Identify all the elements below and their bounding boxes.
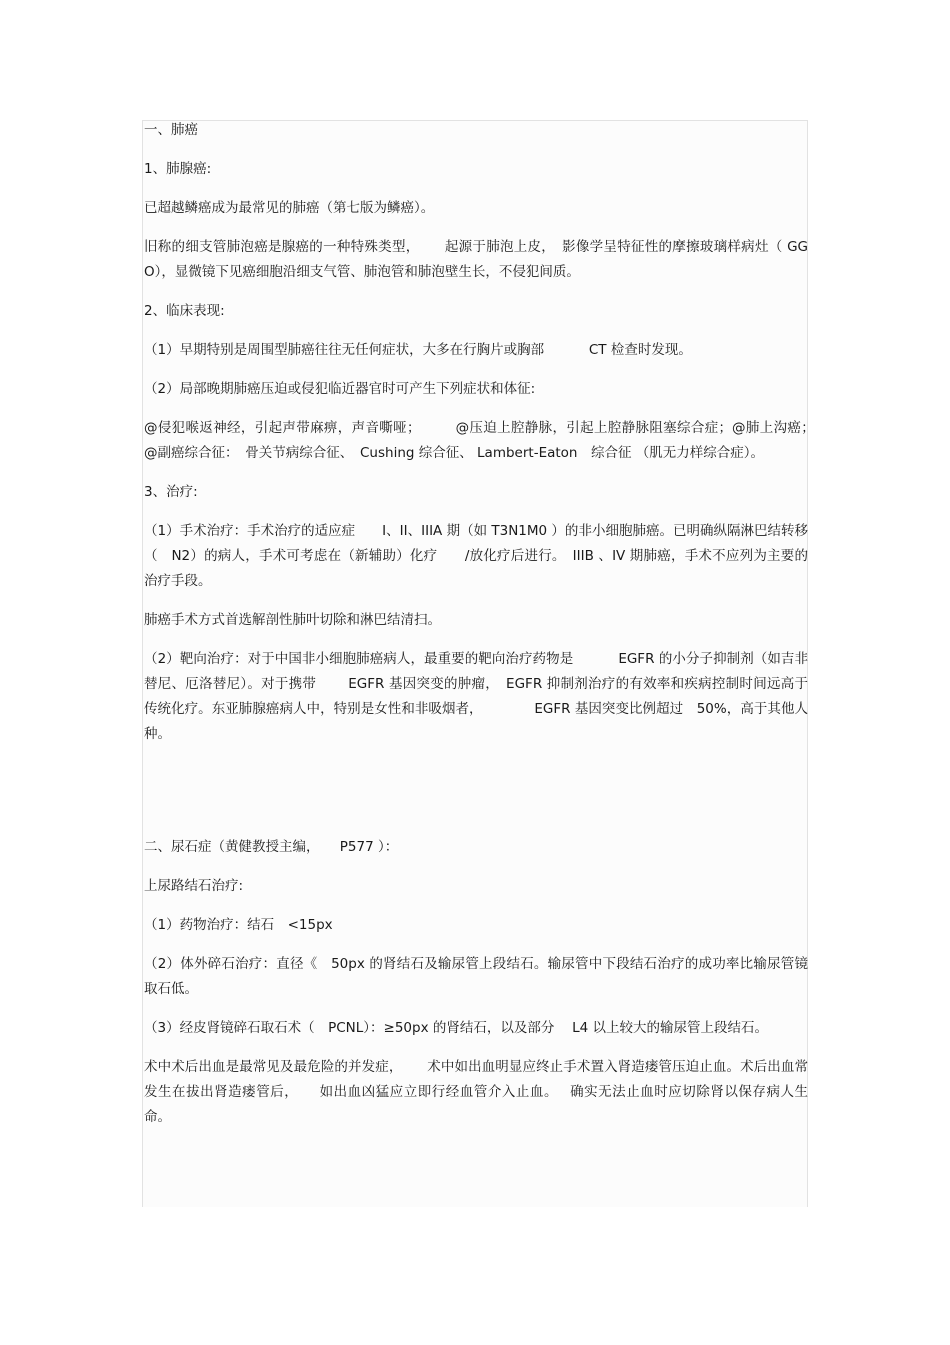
section1-sub2-paragraph-1: （1）早期特别是周围型肺癌往往无任何症状，大多在行胸片或胸部 CT 检查时发现。 (144, 342, 692, 358)
section1-sub3-paragraph-1: （1）手术治疗：手术治疗的适应症 I、II、IIIA 期（如 T3N1M0 ）的非小细胞肺癌。已明确纵隔淋巴结转移（ N2）的病人，手术可考虑在（新辅助）化疗 /放化疗后进行。 IIIB 、IV 期肺癌，手术不应列为主要的治疗手段。 (144, 523, 808, 589)
section1-sub1-title: 1、肺腺癌: (144, 161, 212, 177)
section2-paragraph-3: （2）体外碎石治疗：直径《 50px 的肾结石及输尿管上段结石。输尿管中下段结石治疗的成功率比输尿管镜取石低。 (144, 956, 808, 997)
section2-title: 二、尿石症（黄健教授主编， P577 ）： (144, 839, 399, 855)
section1-sub3-paragraph-3: （2）靶向治疗：对于中国非小细胞肺癌病人，最重要的靶向治疗药物是 EGFR 的小分子抑制剂（如吉非替尼、厄洛替尼）。对于携带 EGFR 基因突变的肿瘤， EGFR 抑制剂治疗的有效率和疾病控制时间远高于传统化疗。东亚肺腺癌病人中，特别是女性和非吸烟者， EGFR 基因突变比例超过 50%，高于其他人种。 (144, 651, 808, 742)
section1-sub2-paragraph-2: （2）局部晚期肺癌压迫或侵犯临近器官时可产生下列症状和体征: (144, 381, 536, 397)
section1-sub1-paragraph-2: 旧称的细支管肺泡癌是腺癌的一种特殊类型， 起源于肺泡上皮， 影像学呈特征性的摩擦玻璃样病灶（ GGO），显微镜下见癌细胞沿细支气管、肺泡管和肺泡壁生长，不侵犯间质。 (144, 239, 808, 280)
section2-paragraph-5: 术中术后出血是最常见及最危险的并发症， 术中如出血明显应终止手术置入肾造瘘管压迫止血。术后出血常发生在拔出肾造瘘管后， 如出血凶猛应立即行经血管介入止血。 确实无法止血时应切除肾以保存病人生命。 (144, 1059, 808, 1125)
section1-sub2-paragraph-3: @侵犯喉返神经，引起声带麻痹，声音嘶哑； @压迫上腔静脉，引起上腔静脉阻塞综合症；@肺上沟癌； @副癌综合征： 骨关节病综合征、 Cushing 综合征、 Lambert-Eaton 综合征 （肌无力样综合症）。 (144, 420, 822, 461)
section1-sub3-title: 3、治疗: (144, 484, 198, 500)
section2-paragraph-2: （1）药物治疗：结石 <15px (144, 917, 333, 933)
section2-paragraph-4: （3）经皮肾镜碎石取石术（ PCNL）：≥50px 的肾结石，以及部分 L4 以上较大的输尿管上段结石。 (144, 1020, 769, 1036)
section1-sub1-paragraph-1: 已超越鳞癌成为最常见的肺癌（第七版为鳞癌）。 (144, 200, 435, 216)
section1-sub2-title: 2、临床表现: (144, 303, 225, 319)
section2-paragraph-1: 上尿路结石治疗: (144, 878, 244, 894)
document-content (144, 118, 822, 1130)
section1-sub3-paragraph-2: 肺癌手术方式首选解剖性肺叶切除和淋巴结清扫。 (144, 612, 441, 628)
section1-title: 一、肺癌 (144, 122, 198, 138)
